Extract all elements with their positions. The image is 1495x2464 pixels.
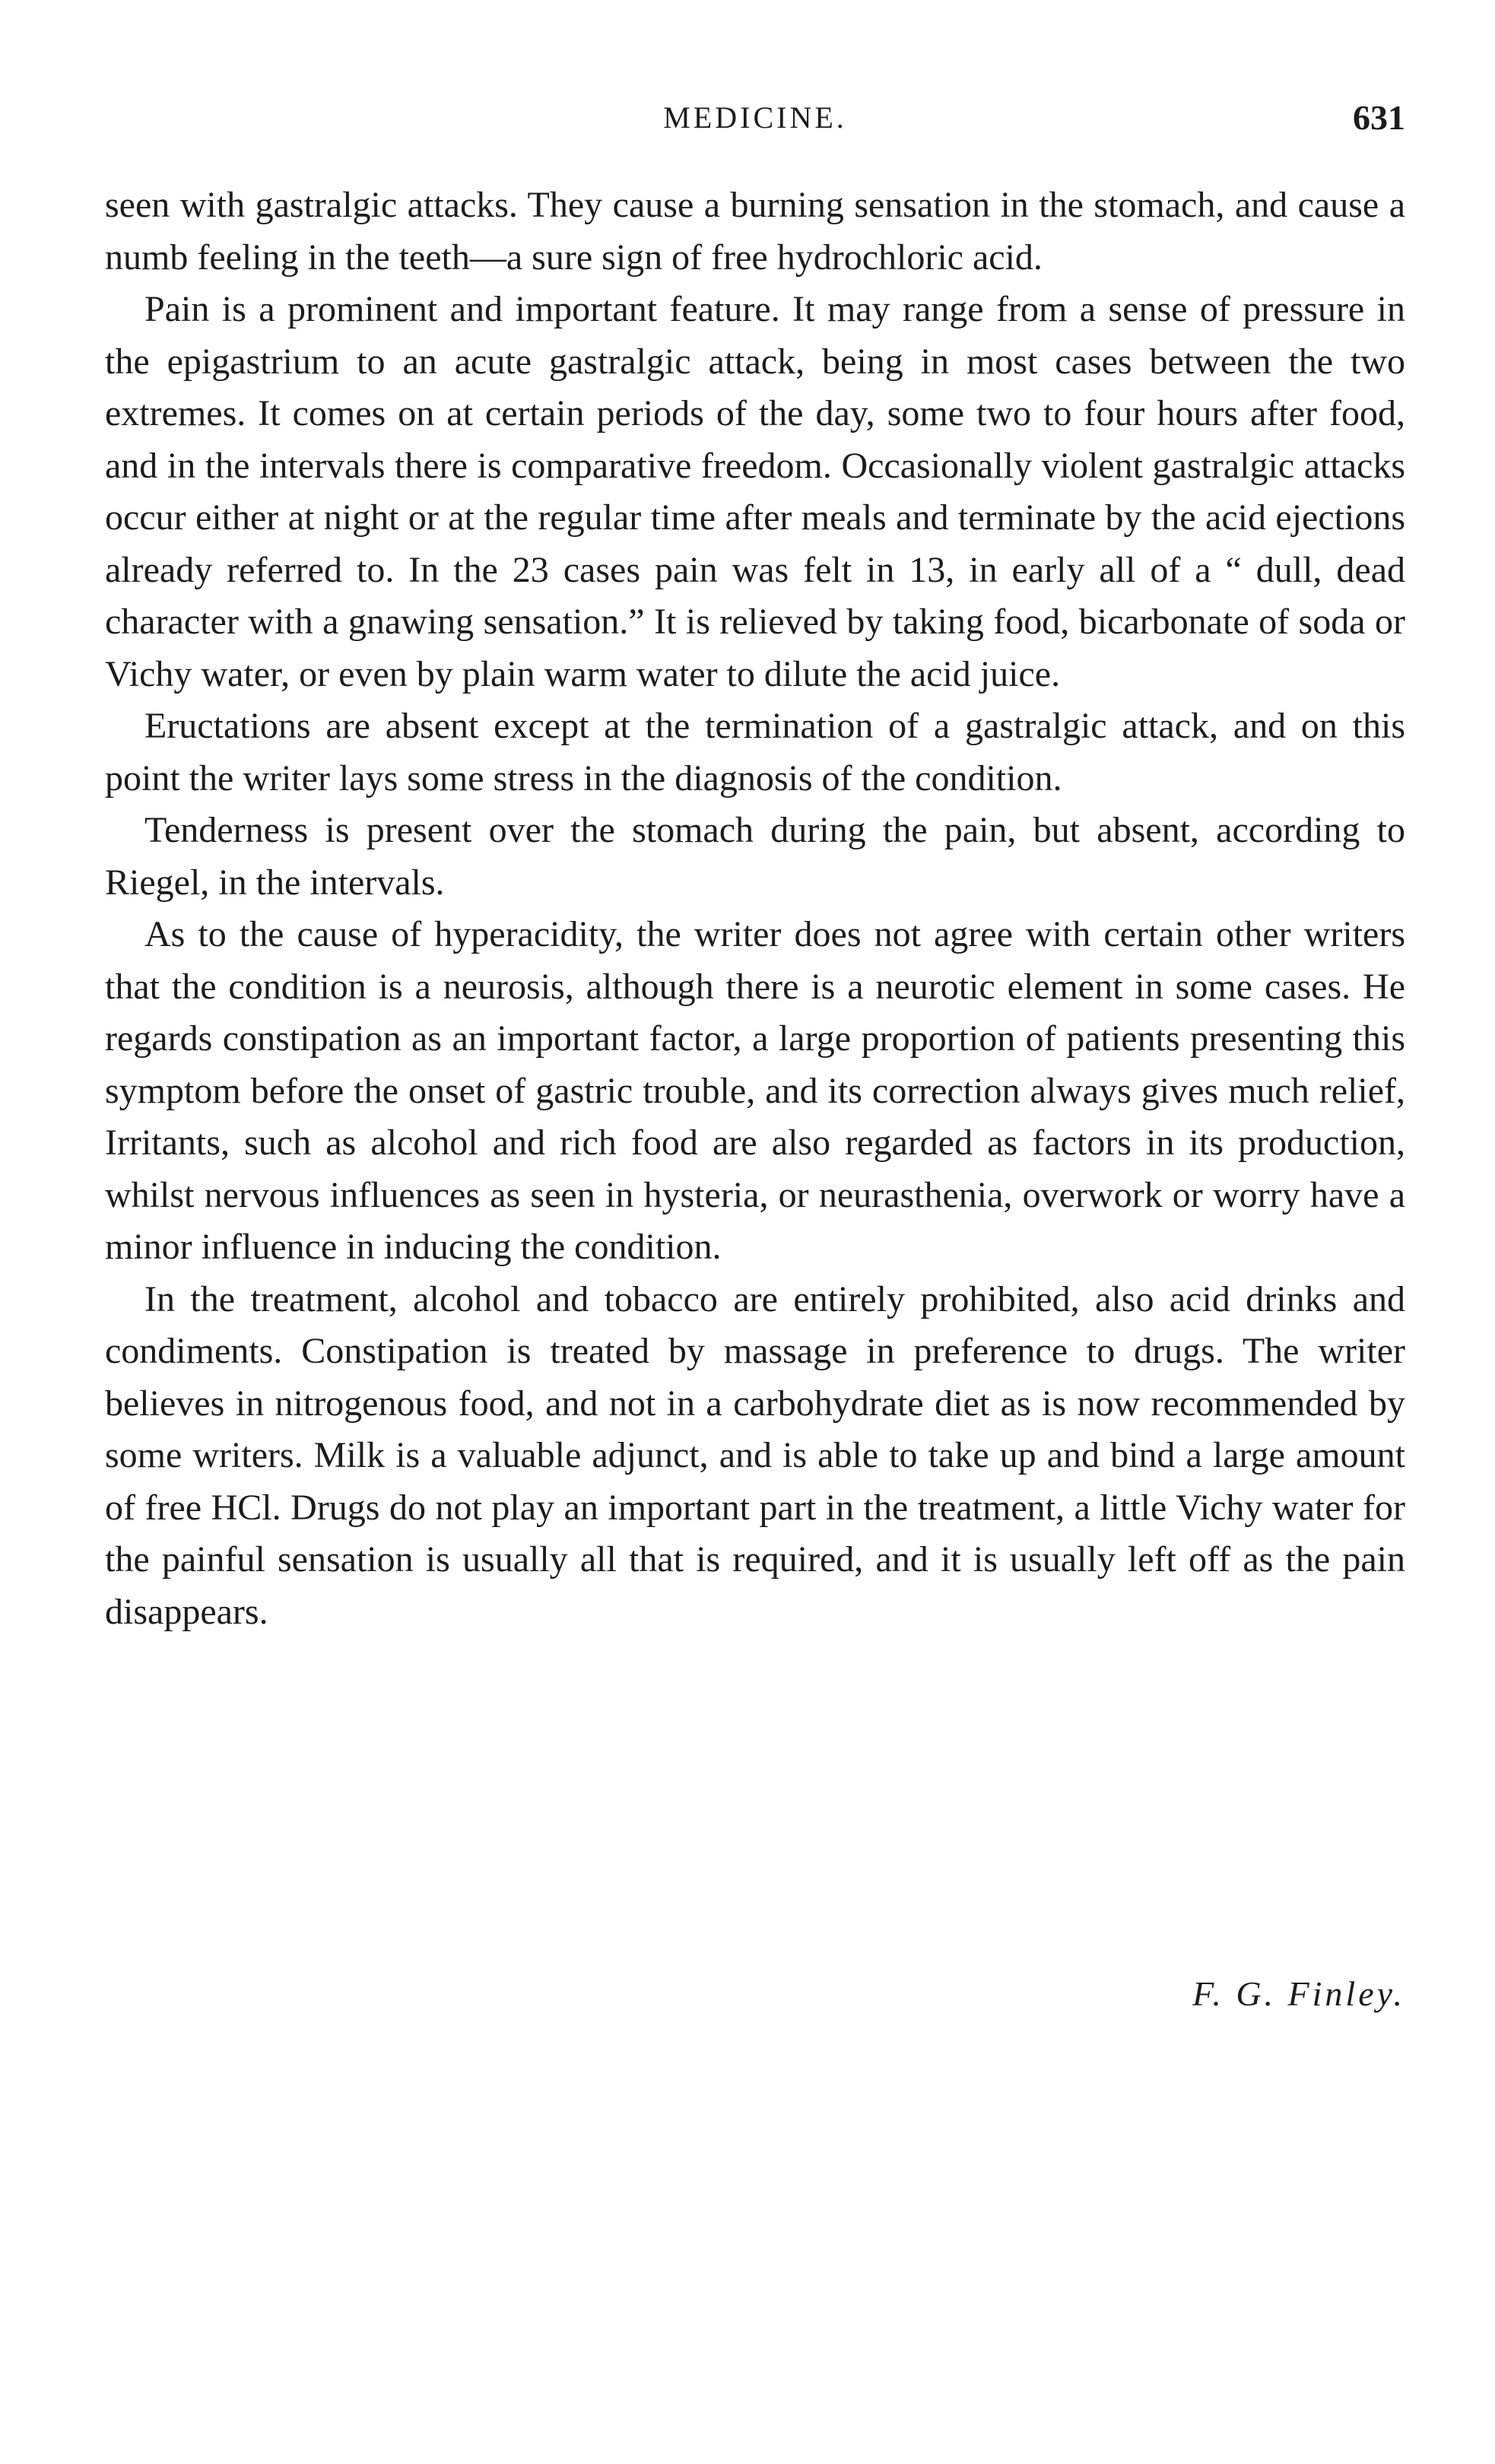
author-signature: F. G. Finley. [1192,1974,1405,2013]
page-number: 631 [1353,98,1405,137]
paragraph-pain: Pain is a prominent and important feature. It may range from a sense of pressure in the epigastrium to an acute gastralgic attack, being in most cases between the two extremes. It comes on at certain periods of the day, some two to four hours after food, and in the intervals there is comparative freedom. Occasionally violent gastralgic attacks occur either at night or at the regular time after meals and terminate by the acid ejections already referred to. In the 23 cases pain was felt in 13, in early all of a “ dull, dead character with a gnawing sensation.” It is relieved by taking food, bicarbonate of soda or Vichy water, or even by plain warm water to dilute the acid juice. [105,289,1405,694]
paragraph-treatment: In the treatment, alcohol and tobacco are entirely prohibited, also acid drinks and condiments. Constipation is treated by massage in preference to drugs. The writer believes in nitrogenous food, and not in a carbohydrate diet as is now recommended by some writers. Milk is a valuable adjunct, and is able to take up and bind a large amount of free HCl. Drugs do not play an important part in the treatment, a little Vichy water for the painful sensation is usually all that is required, and it is usually left off as the pain disappears. [105,1278,1405,1632]
paragraph-gastralgic-attacks: seen with gastralgic attacks. They cause a burning sensation in the stomach, and cause a numb feeling in the teeth—a sure sign of free hydrochloric acid. [105,185,1405,278]
paragraph-cause-of-hyperacidity: As to the cause of hyperacidity, the writer does not agree with certain other writers that the condition is a neurosis, although there is a neurotic element in some cases. He regards constipation as an important factor, a large proportion of patients presenting this symptom before the onset of gastric trouble, and its correction always gives much relief, Irritants, such as alcohol and rich food are also regarded as factors in its production, whilst nervous influences as seen in hysteria, or neurasthenia, overwork or worry have a minor influence in inducing the condition. [105,914,1405,1267]
paragraph-tenderness: Tenderness is present over the stomach during the pain, but absent, according to Riegel, in the intervals. [105,810,1405,903]
running-head [105,91,1405,144]
running-title: MEDICINE. [663,100,847,135]
paragraph-eructations: Eructations are absent except at the termination of a gastralgic attack, and on this point the writer lays some stress in the diagnosis of the condition. [105,706,1405,799]
article-body [105,179,1405,1638]
